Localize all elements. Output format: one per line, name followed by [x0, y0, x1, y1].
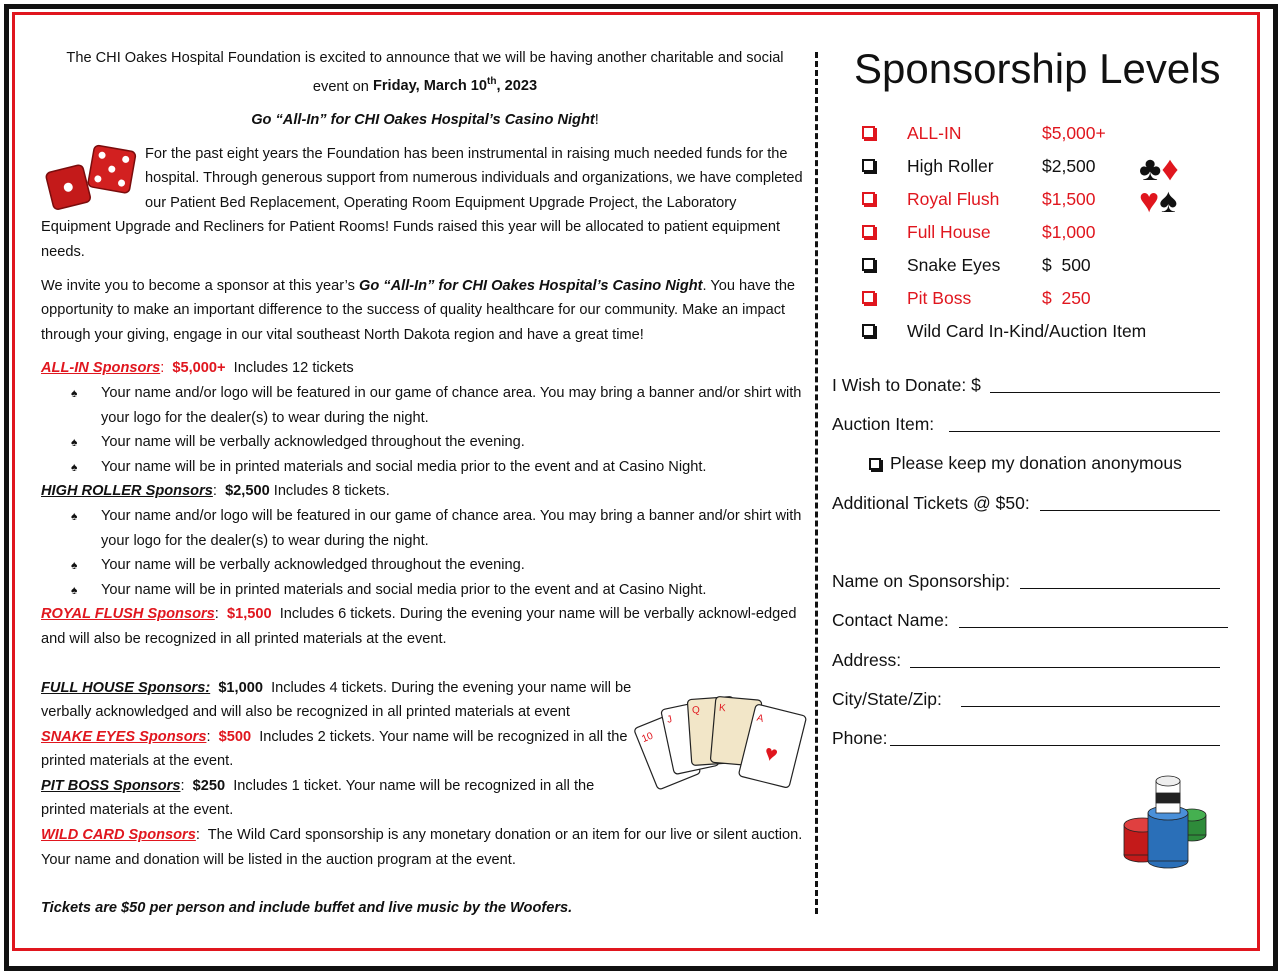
snakeeyes-name: SNAKE EYES Sponsors: [41, 728, 207, 745]
checkbox-icon[interactable]: [862, 324, 875, 337]
fullhouse-desc: Includes 4 tickets. During the evening your name will be verbally acknowledged and will also be recognized in all printed materials at event: [41, 679, 632, 721]
highroller-amount: $2,500: [225, 483, 270, 500]
spade-bullet-icon: ♠: [71, 558, 78, 573]
event-title-suffix: !: [594, 112, 599, 129]
list-item: [71, 430, 809, 455]
wildcard-heading: WILD CARD Sponsors: The Wild Card sponsorship is any monetary donation or an item for our live or silent auction. Your name and donation will be listed in the auction program at the event.: [41, 827, 803, 868]
pitboss-desc: Includes 1 ticket. Your name will be recognized in all the printed materials at the event.: [41, 777, 595, 819]
allin-name: ALL-IN Sponsors: [41, 360, 161, 377]
diamond-icon: ♦: [1161, 150, 1179, 188]
fullhouse-name: FULL HOUSE Sponsors:: [41, 679, 211, 696]
paragraph-invite-post: . You have the opportunity to make an important difference to the success of quality healthcare for our community. Make an impact through your giving, engage in our vital southeast North Dakota region and have a great time!: [41, 277, 796, 343]
level-name: Royal Flush: [907, 189, 1000, 209]
paragraph-history-text: For the past eight years the Foundation has been instrumental in raising much needed funds for the hospital. Through generous support from numerous individuals and organizations, we have completed our Patient Bed Replacement, Operating Room Equipment Upgrade Project, the Laboratory Equipment Upgrade and Recliners for Patient Rooms! Funds raised this year will be allocated to patient equipment needs.: [41, 145, 803, 261]
spade-bullet-icon: ♠: [71, 385, 78, 400]
highroller-desc: Includes 8 tickets.: [273, 483, 390, 500]
anonymous-label: Please keep my donation anonymous: [890, 453, 1182, 473]
list-item: [71, 578, 809, 603]
poker-chips-icon: [1120, 773, 1208, 869]
svg-text:10: 10: [640, 730, 655, 746]
city-label: City/State/Zip:: [832, 689, 942, 709]
checkbox-icon[interactable]: [862, 159, 875, 172]
address-field[interactable]: [832, 647, 1222, 673]
address-line[interactable]: [910, 667, 1220, 668]
tickets-label: Additional Tickets @ $50:: [832, 493, 1030, 513]
pitboss-amount: $250: [192, 777, 226, 794]
city-field[interactable]: [832, 686, 1222, 712]
list-item: [71, 381, 809, 430]
phone-field[interactable]: [832, 725, 1222, 751]
intro-line-1: The CHI Oakes Hospital Foundation is excited to announce that we will be having another charitable and social: [66, 50, 784, 66]
benefit-text: Your name and/or logo will be featured in our game of chance area. You may bring a banner and/or shirt with your logo for the dealer(s) to wear during the night.: [101, 384, 802, 426]
spacer: [41, 133, 809, 142]
level-name: Wild Card In-Kind/Auction Item: [907, 321, 1147, 341]
event-date: [373, 78, 537, 94]
spade-icon: ♠: [1159, 182, 1178, 220]
sponsorship-name-label: Name on Sponsorship:: [832, 571, 1011, 591]
event-title-text: Go “All-In” for CHI Oakes Hospital’s Casino Night: [251, 112, 595, 129]
donate-line[interactable]: [990, 392, 1220, 393]
checkbox-icon[interactable]: [862, 225, 875, 238]
phone-label: Phone:: [832, 728, 888, 748]
level-name: Snake Eyes: [907, 255, 1001, 275]
address-label: Address:: [832, 650, 902, 670]
auction-line[interactable]: [949, 431, 1220, 432]
svg-text:K: K: [718, 702, 727, 715]
checkbox-icon[interactable]: [862, 291, 875, 304]
event-date-day: Friday, March 10: [372, 78, 488, 95]
benefit-text: Your name and/or logo will be featured in our game of chance area. You may bring a banner and/or shirt with your logo for the dealer(s) to wear during the night.: [101, 507, 802, 549]
level-name: ALL-IN: [907, 123, 962, 143]
event-date-sup: th: [487, 76, 497, 88]
wildcard-name: WILD CARD Sponsors: [41, 827, 196, 844]
svg-text:Q: Q: [691, 704, 701, 717]
allin-heading: ALL-IN Sponsors: $5,000+ Includes 12 tickets: [41, 360, 354, 377]
snakeeyes-desc: Includes 2 tickets. Your name will be recognized in all the printed materials at the event.: [41, 728, 628, 770]
svg-text:A: A: [755, 712, 765, 725]
intro-line-2: [41, 71, 809, 99]
city-line[interactable]: [961, 706, 1220, 707]
phone-line[interactable]: [890, 745, 1220, 746]
benefit-text: Your name will be verbally acknowledged throughout the evening.: [101, 434, 525, 451]
event-date-year: , 2023: [496, 78, 538, 95]
levels-title: Sponsorship Levels: [854, 45, 1221, 92]
contact-line[interactable]: [959, 627, 1228, 628]
royalflush-amount: $1,500: [226, 606, 272, 623]
lower-sponsors: [41, 676, 641, 824]
sponsorship-name-field[interactable]: [832, 568, 1222, 594]
svg-text:J: J: [665, 714, 674, 726]
snakeeyes-amount: $500: [218, 728, 252, 745]
spacer: [41, 99, 809, 108]
level-amount: $1,000: [1042, 222, 1096, 242]
royalflush-name: ROYAL FLUSH Sponsors: [41, 606, 215, 623]
checkbox-icon[interactable]: [862, 126, 875, 139]
benefit-text: Your name will be in printed materials and social media prior to the event and at Casino Night.: [101, 458, 707, 475]
allin-benefits: [41, 381, 809, 479]
dice-icon: [41, 144, 141, 214]
royalflush-desc: Includes 6 tickets. During the evening your name will be verbally acknowl-edged and will also be recognized in all printed materials at the event.: [41, 606, 797, 647]
level-amount: $1,500: [1042, 189, 1096, 209]
paragraph-invite-pre: We invite you to become a sponsor at this year’s: [41, 277, 359, 294]
svg-text:♥: ♥: [761, 739, 781, 768]
pitboss-heading: PIT BOSS Sponsors: $250 Includes 1 ticket. Your name will be recognized in all the printed materials at the event.: [41, 777, 595, 819]
level-amount: $5,000+: [1042, 123, 1106, 143]
auction-label: Auction Item:: [832, 414, 935, 434]
royalflush-heading: ROYAL FLUSH Sponsors: $1,500 Includes 6 tickets. During the evening your name will be verbally acknowl-edged and will also be recognized in all printed materials at the event.: [41, 606, 797, 647]
sponsorship-name-line[interactable]: [1020, 588, 1220, 589]
level-amount: $2,500: [1042, 156, 1096, 176]
spade-bullet-icon: ♠: [71, 582, 78, 597]
allin-amount: $5,000+: [172, 360, 226, 377]
highroller-benefits: [41, 504, 809, 602]
list-item: [71, 504, 809, 553]
checkbox-icon[interactable]: [862, 258, 875, 271]
fullhouse-amount: $1,000: [218, 679, 263, 696]
level-name: Full House: [907, 222, 991, 242]
spade-bullet-icon: ♠: [71, 459, 78, 474]
tickets-note: Tickets are $50 per person and include buffet and live music by the Woofers.: [41, 900, 573, 917]
tickets-field[interactable]: [832, 490, 1222, 516]
event-title: [41, 108, 809, 133]
spade-bullet-icon: ♠: [71, 435, 78, 450]
pitboss-name: PIT BOSS Sponsors: [41, 777, 181, 794]
heart-icon: ♥: [1139, 182, 1160, 220]
spacer: [41, 265, 809, 274]
highroller-name: HIGH ROLLER Sponsors: [41, 483, 213, 500]
paragraph-invite-title: Go “All-In” for CHI Oakes Hospital’s Casino Night: [358, 277, 703, 294]
auction-field[interactable]: [832, 411, 1222, 437]
playing-cards-icon: [640, 690, 803, 802]
anonymous-option[interactable]: [869, 450, 1182, 476]
tickets-line[interactable]: [1040, 510, 1220, 511]
level-amount: $ 500: [1042, 255, 1091, 275]
spade-bullet-icon: ♠: [71, 508, 78, 523]
dashed-divider: [815, 52, 818, 914]
snakeeyes-heading: SNAKE EYES Sponsors: $500 Includes 2 tickets. Your name will be recognized in all the printed materials at the event.: [41, 728, 628, 770]
checkbox-icon[interactable]: [862, 192, 875, 205]
contact-label: Contact Name:: [832, 610, 949, 630]
contact-field[interactable]: [832, 607, 1230, 633]
spacer: [41, 347, 809, 356]
level-amount: $ 250: [1042, 288, 1091, 308]
spacer: [41, 872, 809, 896]
club-icon: ♣: [1139, 150, 1162, 188]
intro-prefix: event on: [312, 78, 373, 95]
checkbox-icon[interactable]: [869, 458, 881, 470]
paragraph-invite: [41, 274, 809, 348]
level-name: High Roller: [907, 156, 994, 176]
spacer: [41, 652, 809, 676]
list-item: [71, 455, 809, 480]
list-item: [71, 553, 809, 578]
card-suits: [1139, 150, 1199, 220]
benefit-text: Your name will be verbally acknowledged throughout the evening.: [101, 557, 525, 574]
highroller-heading: HIGH ROLLER Sponsors: $2,500 Includes 8 tickets.: [41, 483, 390, 500]
donate-label: I Wish to Donate: $: [832, 375, 981, 395]
level-name: Pit Boss: [907, 288, 972, 308]
paragraph-history: [41, 142, 809, 265]
allin-desc: Includes 12 tickets: [233, 360, 354, 377]
fullhouse-heading: [41, 676, 641, 725]
benefit-text: Your name will be in printed materials and social media prior to the event and at Casino Night.: [101, 581, 707, 598]
donate-field[interactable]: [832, 372, 1222, 398]
wildcard-desc: The Wild Card sponsorship is any monetary donation or an item for our live or silent auction. Your name and donation will be listed in the auction program at the event.: [41, 827, 803, 868]
